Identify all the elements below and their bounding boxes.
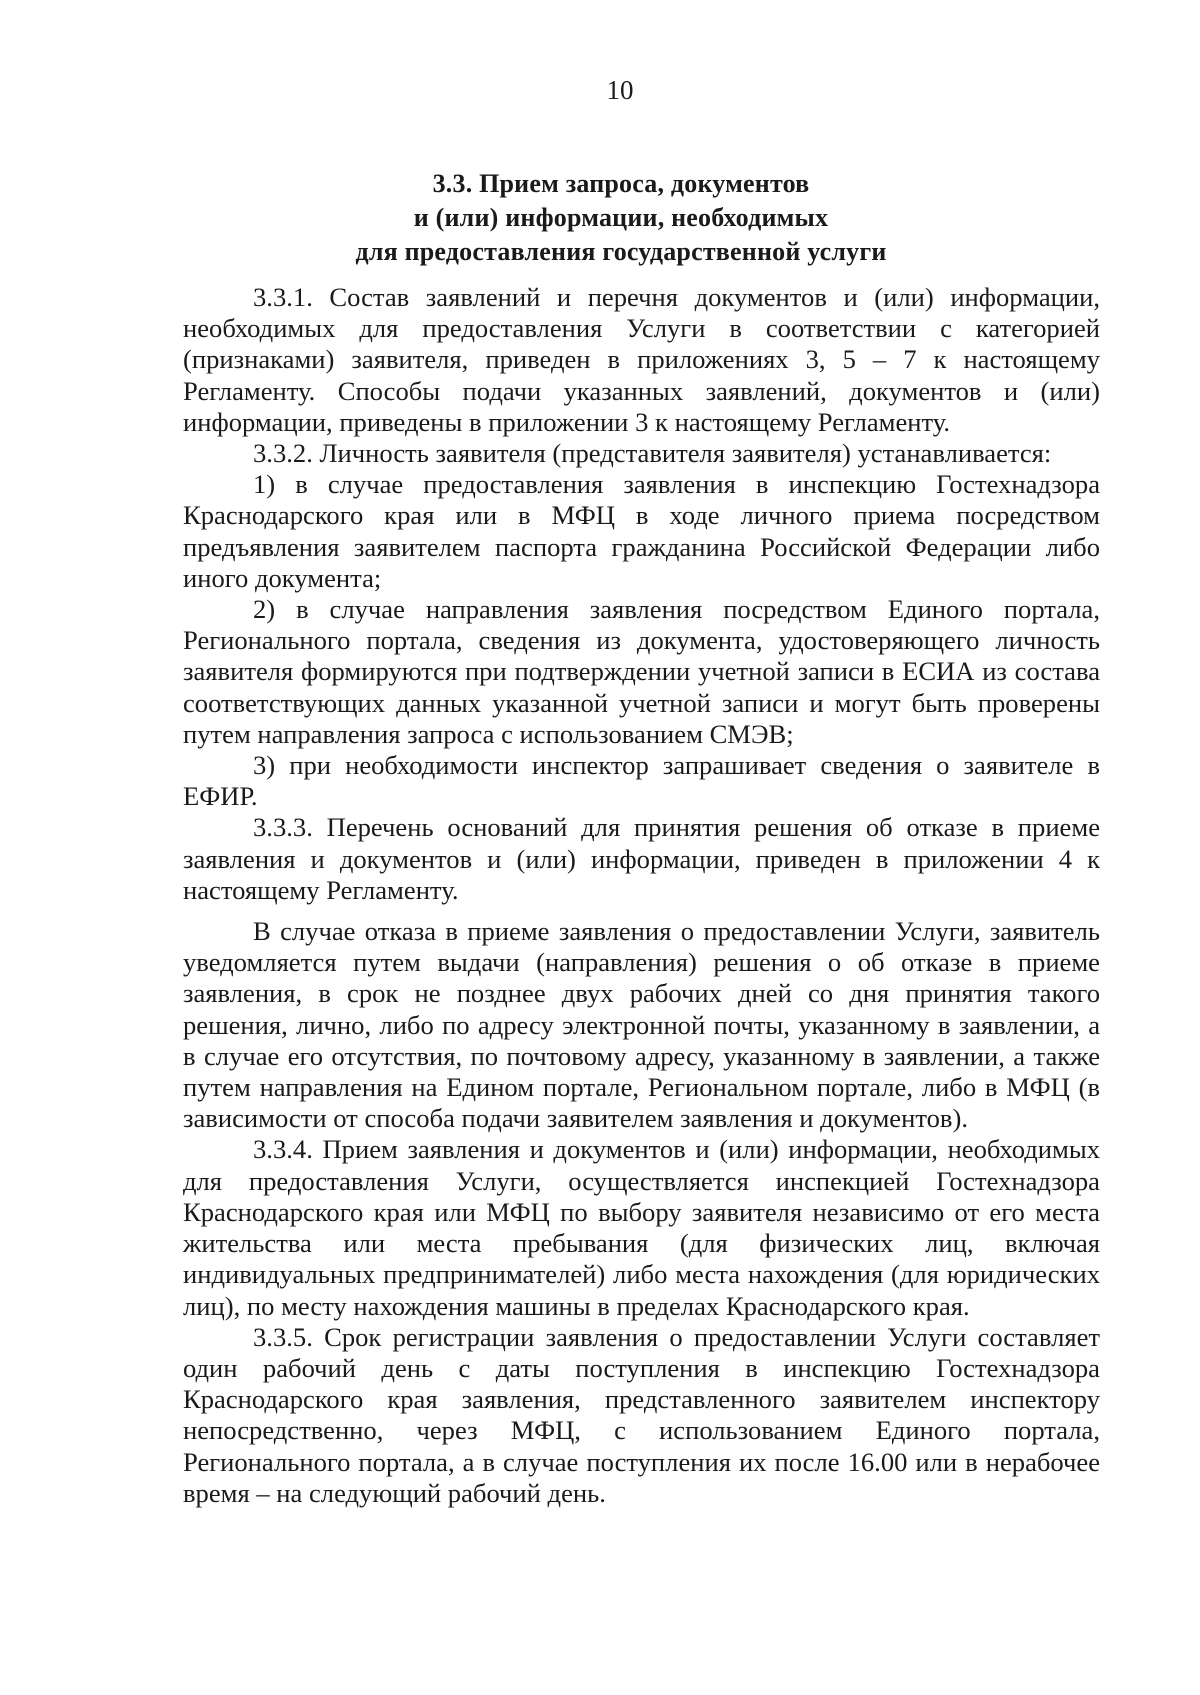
section-heading — [240, 167, 1002, 269]
list-item-1: 1) в случае предоставления заявления в инспекцию Гостехнадзора Краснодарского края или в МФЦ в ходе личного приема посредством предъявления заявителем паспорта гражданина Российской Федерации либо иного документа; — [183, 469, 1100, 593]
paragraph-3-3-4: 3.3.4. Прием заявления и документов и (или) информации, необходимых для предоставления Услуги, осуществляется инспекцией Гостехнадзора Краснодарского края или МФЦ по выбору заявителя независимо от его места жительства или места пребывания (для физических лиц, включая индивидуальных предпринимателей) либо места нахождения (для юридических лиц), по месту нахождения машины в пределах Краснодарского края. — [183, 1134, 1100, 1321]
list-item-3: 3) при необходимости инспектор запрашивает сведения о заявителе в ЕФИР. — [183, 750, 1100, 812]
paragraph-refusal: В случае отказа в приеме заявления о предоставлении Услуги, заявитель уведомляется путем выдачи (направления) решения о об отказе в приеме заявления, в срок не позднее двух рабочих дней со дня принятия такого решения, лично, либо по адресу электронной почты, указанному в заявлении, а в случае его отсутствия, по почтовому адресу, указанному в заявлении, а также путем направления на Едином портале, Региональном портале, либо в МФЦ (в зависимости от способа подачи заявителем заявления и документов). — [183, 916, 1100, 1134]
section-heading-line: для предоставления государственной услуги — [355, 237, 887, 266]
paragraph-3-3-5: 3.3.5. Срок регистрации заявления о предоставлении Услуги составляет один рабочий день с даты поступления в инспекцию Гостехнадзора Краснодарского края заявления, представленного заявителем инспектору непосредственно, через МФЦ, с использованием Единого портала, Регионального портала, а в случае поступления их после 16.00 или в нерабочее время – на следующий рабочий день. — [183, 1321, 1100, 1508]
body-text — [183, 282, 1100, 1509]
list-item-2: 2) в случае направления заявления посредством Единого портала, Регионального портала, сведения из документа, удостоверяющего личность заявителя формируются при подтверждении учетной записи в ЕСИА из состава соответствующих данных указанной учетной записи и могут быть проверены путем направления запроса с использованием СМЭВ; — [183, 594, 1100, 749]
paragraph-3-3-1: 3.3.1. Состав заявлений и перечня документов и (или) информации, необходимых для предоставления Услуги в соответствии с категорией (признаками) заявителя, приведен в приложениях 3, 5 – 7 к настоящему Регламенту. Способы подачи указанных заявлений, документов и (или) информации, приведены в приложении 3 к настоящему Регламенту. — [183, 282, 1100, 437]
section-heading-line: и (или) информации, необходимых — [413, 203, 829, 232]
paragraph-3-3-2: 3.3.2. Личность заявителя (представителя заявителя) устанавливается: — [253, 438, 1052, 469]
section-heading-line: 3.3. Прием запроса, документов — [432, 169, 810, 198]
paragraph-3-3-3: 3.3.3. Перечень оснований для принятия решения об отказе в приеме заявления и документов и (или) информации, приведен в приложении 4 к настоящему Регламенту. — [183, 812, 1100, 905]
page-number: 10 — [606, 75, 634, 105]
